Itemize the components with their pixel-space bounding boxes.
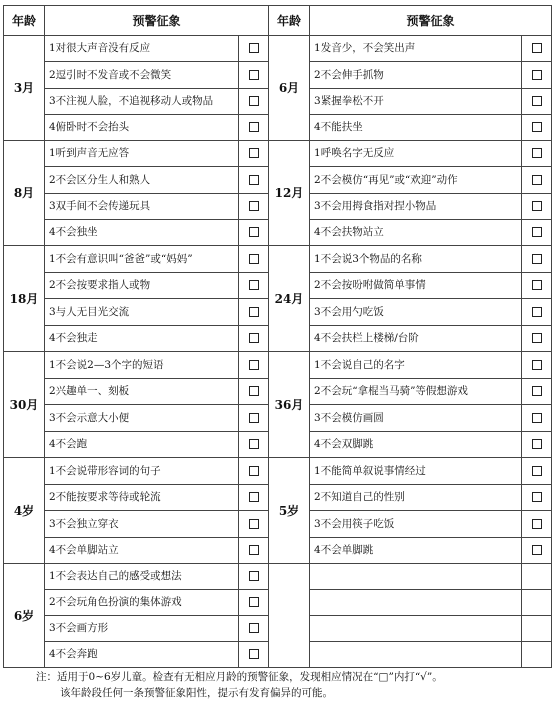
warning-sign-left: 3与人无目光交流	[45, 299, 239, 326]
table-row	[4, 246, 552, 273]
warning-sign-left: 1不会说2—3个字的短语	[45, 352, 239, 379]
warning-sign-left: 4不会独坐	[45, 219, 239, 245]
checkbox[interactable]	[532, 70, 542, 80]
checkbox-cell-left	[239, 272, 269, 299]
table-row	[4, 36, 552, 62]
age-cell-right: 6月	[269, 36, 310, 141]
checkbox[interactable]	[249, 466, 259, 476]
checkbox[interactable]	[249, 333, 259, 343]
warning-sign-left: 1对很大声音没有反应	[45, 36, 239, 62]
age-cell-left: 8月	[4, 141, 45, 246]
warning-sign-left: 2不会区分生人和熟人	[45, 167, 239, 193]
checkbox-cell-right	[522, 325, 552, 352]
age-cell-left: 6岁	[4, 564, 45, 668]
checkbox-cell-right	[522, 590, 552, 616]
checkbox-cell-right	[522, 642, 552, 668]
checkbox[interactable]	[249, 70, 259, 80]
header-age-right: 年龄	[269, 6, 310, 36]
checkbox[interactable]	[249, 307, 259, 317]
warning-sign-right: 2不会伸手抓物	[310, 62, 522, 88]
checkbox-cell-right	[522, 272, 552, 299]
checkbox[interactable]	[249, 227, 259, 237]
warning-sign-right: 3不会用勺吃饭	[310, 299, 522, 326]
checkbox-cell-right	[522, 511, 552, 538]
checkbox[interactable]	[249, 519, 259, 529]
checkbox[interactable]	[249, 492, 259, 502]
warning-sign-left: 3双手间不会传递玩具	[45, 193, 239, 219]
checkbox[interactable]	[532, 280, 542, 290]
checkbox-cell-left	[239, 62, 269, 88]
warning-sign-right: 3紧握拳松不开	[310, 88, 522, 114]
checkbox-cell-right	[522, 246, 552, 273]
checkbox[interactable]	[532, 122, 542, 132]
checkbox[interactable]	[249, 386, 259, 396]
checkbox-cell-left	[239, 537, 269, 564]
warning-sign-right: 1呼唤名字无反应	[310, 141, 522, 167]
warning-sign-right: 2不会按吩咐做简单事情	[310, 272, 522, 299]
checkbox-cell-right	[522, 193, 552, 219]
checkbox[interactable]	[532, 466, 542, 476]
header-sign-left: 预警征象	[45, 6, 269, 36]
checkbox-cell-left	[239, 88, 269, 114]
checkbox[interactable]	[532, 386, 542, 396]
checkbox[interactable]	[532, 96, 542, 106]
warning-sign-right	[310, 564, 522, 590]
checkbox-cell-left	[239, 325, 269, 352]
warning-sign-left: 4俯卧时不会抬头	[45, 114, 239, 140]
checkbox-cell-right	[522, 88, 552, 114]
warning-sign-left: 4不会跑	[45, 431, 239, 458]
checkbox-cell-left	[239, 219, 269, 245]
checkbox-cell-right	[522, 299, 552, 326]
checkbox-cell-left	[239, 378, 269, 405]
checkbox[interactable]	[249, 571, 259, 581]
checkbox-cell-left	[239, 564, 269, 590]
checkbox-cell-left	[239, 431, 269, 458]
warning-sign-left: 1不会有意识叫“爸爸”或“妈妈”	[45, 246, 239, 273]
checkbox-cell-right	[522, 378, 552, 405]
checkbox-cell-right	[522, 62, 552, 88]
footnote	[36, 669, 546, 701]
age-cell-right	[269, 564, 310, 668]
checkbox[interactable]	[249, 280, 259, 290]
checkbox[interactable]	[249, 597, 259, 607]
checkbox[interactable]	[532, 545, 542, 555]
warning-sign-left: 2逗引时不发音或不会微笑	[45, 62, 239, 88]
checkbox-cell-left	[239, 141, 269, 167]
checkbox-cell-right	[522, 141, 552, 167]
checkbox[interactable]	[249, 175, 259, 185]
warning-signs-table	[3, 5, 552, 668]
warning-sign-right	[310, 642, 522, 668]
age-cell-left: 30月	[4, 352, 45, 458]
warning-sign-left: 1不会说带形容词的句子	[45, 458, 239, 485]
checkbox[interactable]	[532, 227, 542, 237]
age-cell-left: 3月	[4, 36, 45, 141]
checkbox-cell-right	[522, 219, 552, 245]
checkbox[interactable]	[532, 148, 542, 158]
header-sign-right: 预警征象	[310, 6, 552, 36]
table-header-row	[4, 6, 552, 36]
checkbox-cell-right	[522, 458, 552, 485]
warning-sign-right	[310, 590, 522, 616]
checkbox[interactable]	[249, 623, 259, 633]
checkbox-cell-left	[239, 193, 269, 219]
warning-sign-right: 2不会模仿“再见”或“欢迎”动作	[310, 167, 522, 193]
checkbox-cell-left	[239, 405, 269, 432]
footnote-line-2: 该年龄段任何一条预警征象阳性，提示有发育偏异的可能。	[60, 687, 333, 699]
checkbox[interactable]	[249, 360, 259, 370]
warning-sign-right: 1不能简单叙说事情经过	[310, 458, 522, 485]
checkbox-cell-left	[239, 299, 269, 326]
checkbox-cell-right	[522, 484, 552, 511]
checkbox-cell-left	[239, 484, 269, 511]
checkbox[interactable]	[249, 201, 259, 211]
checkbox[interactable]	[532, 333, 542, 343]
warning-sign-right: 4不会扶物站立	[310, 219, 522, 245]
header-age-left: 年龄	[4, 6, 45, 36]
warning-sign-right: 1不会说3个物品的名称	[310, 246, 522, 273]
checkbox-cell-right	[522, 431, 552, 458]
checkbox[interactable]	[532, 175, 542, 185]
age-cell-right: 24月	[269, 246, 310, 352]
checkbox[interactable]	[249, 545, 259, 555]
checkbox[interactable]	[249, 413, 259, 423]
table-row	[4, 352, 552, 379]
footnote-line-1: 注：适用于0~6岁儿童。检查有无相应月龄的预警征象，发现相应情况在“□”内打“√”。	[36, 671, 443, 683]
checkbox[interactable]	[249, 254, 259, 264]
checkbox[interactable]	[532, 201, 542, 211]
warning-sign-left: 4不会独走	[45, 325, 239, 352]
warning-sign-left: 3不会画方形	[45, 616, 239, 642]
checkbox-cell-right	[522, 167, 552, 193]
age-cell-left: 4岁	[4, 458, 45, 564]
warning-sign-right: 3不会模仿画圆	[310, 405, 522, 432]
checkbox-cell-left	[239, 616, 269, 642]
warning-sign-left: 2不会按要求指人或物	[45, 272, 239, 299]
checkbox-cell-left	[239, 246, 269, 273]
checkbox[interactable]	[249, 122, 259, 132]
checkbox[interactable]	[532, 307, 542, 317]
age-cell-left: 18月	[4, 246, 45, 352]
warning-sign-right: 3不会用拇食指对捏小物品	[310, 193, 522, 219]
checkbox[interactable]	[532, 360, 542, 370]
warning-sign-left: 3不注视人脸，不追视移动人或物品	[45, 88, 239, 114]
checkbox[interactable]	[249, 96, 259, 106]
checkbox-cell-left	[239, 458, 269, 485]
table-body	[4, 36, 552, 668]
age-cell-right: 36月	[269, 352, 310, 458]
warning-sign-right: 4不会扶栏上楼梯/台阶	[310, 325, 522, 352]
warning-sign-left: 3不会独立穿衣	[45, 511, 239, 538]
checkbox-cell-right	[522, 36, 552, 62]
table-row	[4, 564, 552, 590]
age-cell-right: 12月	[269, 141, 310, 246]
warning-sign-right: 3不会用筷子吃饭	[310, 511, 522, 538]
checkbox-cell-left	[239, 114, 269, 140]
checkbox[interactable]	[532, 439, 542, 449]
warning-sign-left: 2不能按要求等待或轮流	[45, 484, 239, 511]
warning-sign-right: 1不会说自己的名字	[310, 352, 522, 379]
warning-sign-right: 1发音少，不会笑出声	[310, 36, 522, 62]
warning-sign-right	[310, 616, 522, 642]
checkbox-cell-left	[239, 36, 269, 62]
checkbox[interactable]	[249, 439, 259, 449]
warning-sign-left: 1不会表达自己的感受或想法	[45, 564, 239, 590]
checkbox-cell-left	[239, 352, 269, 379]
checkbox-cell-right	[522, 537, 552, 564]
checkbox-cell-right	[522, 564, 552, 590]
age-cell-right: 5岁	[269, 458, 310, 564]
warning-sign-left: 2不会玩角色扮演的集体游戏	[45, 590, 239, 616]
warning-sign-left: 2兴趣单一、刻板	[45, 378, 239, 405]
checkbox-cell-right	[522, 114, 552, 140]
warning-sign-left: 3不会示意大小便	[45, 405, 239, 432]
checkbox-cell-right	[522, 616, 552, 642]
warning-sign-right: 2不会玩“拿棍当马骑”等假想游戏	[310, 378, 522, 405]
checkbox[interactable]	[532, 492, 542, 502]
checkbox-cell-right	[522, 352, 552, 379]
checkbox-cell-left	[239, 511, 269, 538]
warning-sign-right: 4不会双脚跳	[310, 431, 522, 458]
warning-sign-left: 4不会奔跑	[45, 642, 239, 668]
checkbox[interactable]	[532, 519, 542, 529]
checkbox[interactable]	[532, 413, 542, 423]
checkbox[interactable]	[532, 43, 542, 53]
warning-sign-right: 4不能扶坐	[310, 114, 522, 140]
table-row	[4, 458, 552, 485]
checkbox-cell-left	[239, 590, 269, 616]
checkbox-cell-left	[239, 167, 269, 193]
warning-sign-right: 4不会单脚跳	[310, 537, 522, 564]
warning-sign-right: 2不知道自己的性别	[310, 484, 522, 511]
warning-sign-left: 1听到声音无应答	[45, 141, 239, 167]
checkbox-cell-right	[522, 405, 552, 432]
checkbox[interactable]	[249, 43, 259, 53]
checkbox[interactable]	[249, 649, 259, 659]
checkbox[interactable]	[249, 148, 259, 158]
checkbox-cell-left	[239, 642, 269, 668]
checkbox[interactable]	[532, 254, 542, 264]
table-row	[4, 141, 552, 167]
warning-sign-left: 4不会单脚站立	[45, 537, 239, 564]
